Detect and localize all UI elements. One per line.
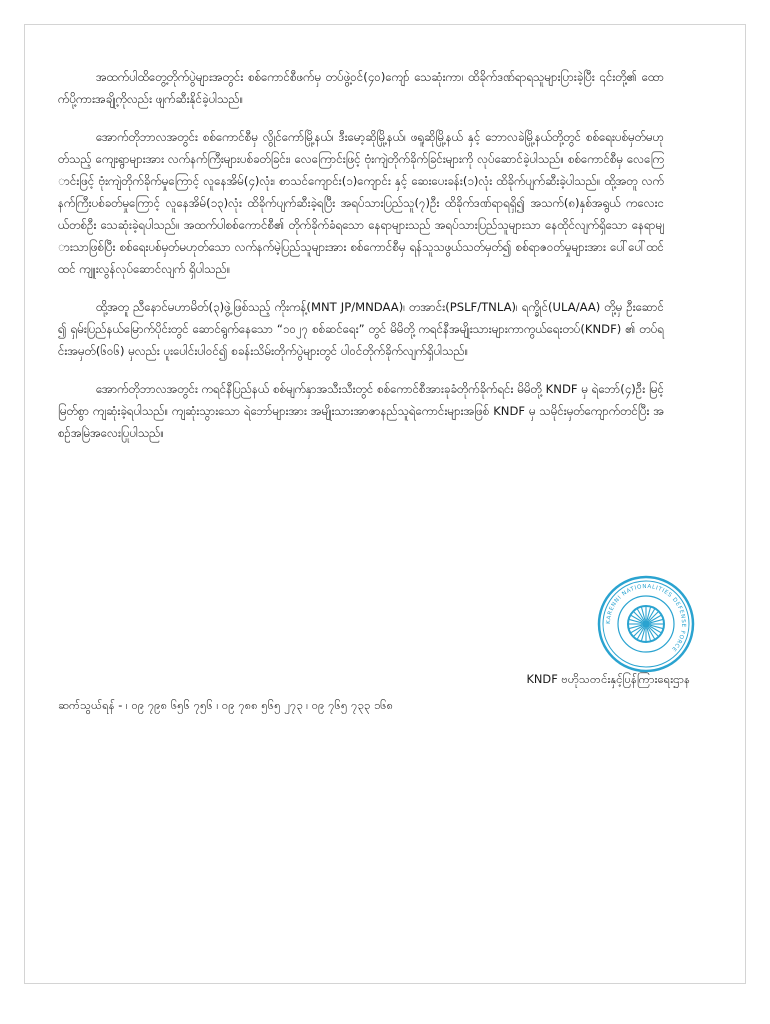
paragraph-2: အောက်တိုဘာလအတွင်း စစ်ကောင်စီမှ လွိုင်ကော်မြို့နယ်၊ ဒီးမော့ဆိုမြို့နယ်၊ ဖရူဆိုမြို့နယ် နှင့် ဘောလခဲမြို့နယ်တို့တွင် စစ်ရေးပစ်မှတ်မဟုတ်သည့် ကျေးရွာများအား လက်နက်ကြီးများပစ်ခတ်ခြင်း၊ လေကြောင်းဖြင့် ဗုံးကျဲတိုက်ခိုက်ခြင်းများကို လုပ်ဆောင်ခဲ့ပါသည်။ စစ်ကောင်စီမှ လေကြောင်းဖြင့် ဗုံးကျဲတိုက်ခိုက်မှုကြောင့် လူနေအိမ်(၄)လုံး၊ စာသင်ကျောင်း(၁)ကျောင်း နှင့် ဆေးပေးခန်း(၁)လုံး ထိခိုက်ပျက်ဆီးခဲ့ပါသည်။ ထို့အတူ လက်နက်ကြီးပစ်ခတ်မှုကြောင့် လူနေအိမ်(၁၃)လုံး ထိခိုက်ပျက်ဆီးခဲ့ရပြီး အရပ်သားပြည်သူ(၇)ဦး ထိခိုက်ဒဏ်ရာရရှိ၍ အသက်(၈)နှစ်အရွယ် ကလေးငယ်တစ်ဦး သေဆုံးခဲ့ရပါသည်။ အထက်ပါစစ်ကောင်စီ၏ တိုက်ခိုက်ခံရသော နေရာများသည် အရပ်သားပြည်သူများသာ နေထိုင်လျက်ရှိသော နေရာများသာဖြစ်ပြီး စစ်ရေးပစ်မှတ်မဟုတ်သော လက်နက်မဲ့ပြည်သူများအား စစ်ကောင်စီမှ ရန်သူသဖွယ်သတ်မှတ်၍ စစ်ရာဇဝတ်မှုများအား ပေါ်ပေါ်ထင်ထင် ကျူးလွန်လုပ်ဆောင်လျက် ရှိပါသည်။	[58, 130, 664, 276]
seal-ring-text: KARENNI NATIONALITIES DEFENSE FORCE	[605, 583, 687, 653]
paragraph-3: ထို့အတူ ညီနောင်မဟာမိတ်(၃)ဖွဲ့ဖြစ်သည့် ကိုးကန့်(MNT JP/MNDAA)၊ တအာင်း(PSLF/TNLA)၊ ရက္ခိုင်(ULA/AA) တို့မှ ဦးဆောင်၍ ရှမ်းပြည်နယ်မြောက်ပိုင်းတွင် ဆောင်ရွက်နေသော “၁၀၂၇ စစ်ဆင်ရေး” တွင် မိမိတို့ ကရင်နီအမျိုးသားများကာကွယ်ရေးတပ်(KNDF) ၏ တပ်ရင်းအမှတ်(၆၀၆) မှလည်း ပူးပေါင်းပါဝင်၍ စခန်းသိမ်းတိုက်ပွဲများတွင် ပါဝင်တိုက်ခိုက်လျက်ရှိပါသည်။	[58, 300, 664, 358]
contact-phones: ဆက်သွယ်ရန် - ၊ ၀၉ ၇၉၈ ၆၅၆ ၇၅၆ ၊ ၀၉ ၇၈၈ ၅၆၅ ၂၇၃ ၊ ၀၉ ၇၆၅ ၇၃၃ ၁၆၈	[58, 698, 394, 712]
organization-seal	[596, 574, 696, 674]
document-body	[58, 66, 664, 460]
paragraph-1: အထက်ပါထိတွေ့တိုက်ပွဲများအတွင်း စစ်ကောင်စီဖက်မှ တပ်ဖွဲ့ဝင်(၄၀)ကျော် သေဆုံးကာ၊ ထိခိုက်ဒဏ်ရာရသူများပြားခဲ့ပြီး ၎င်းတို့၏ ထောက်ပို့ကားအချို့ကိုလည်း ဖျက်ဆီးနိုင်ခဲ့ပါသည်။	[58, 70, 664, 106]
signature-department: KNDF ဗဟိုသတင်းနှင့်ပြန်ကြားရေးဌာန	[526, 672, 690, 686]
paragraph-4: အောက်တိုဘာလအတွင်း ကရင်နီပြည်နယ် စစ်မျက်နှာအသီးသီးတွင် စစ်ကောင်စီအားခုခံတိုက်ခိုက်ရင်း မိမိတို့ KNDF မှ ရဲဘော်(၄)ဦး မြင့်မြတ်စွာ ကျဆုံးခဲ့ရပါသည်။ ကျဆုံးသွားသော ရဲဘော်များအား အမျိုးသားအာဇာနည်သူရဲကောင်းများအဖြစ် KNDF မှ သမိုင်းမှတ်ကျောက်တင်ပြီး အစဉ်အမြဲအလေးပြုပါသည်။	[58, 382, 664, 440]
seal-icon	[596, 574, 696, 674]
